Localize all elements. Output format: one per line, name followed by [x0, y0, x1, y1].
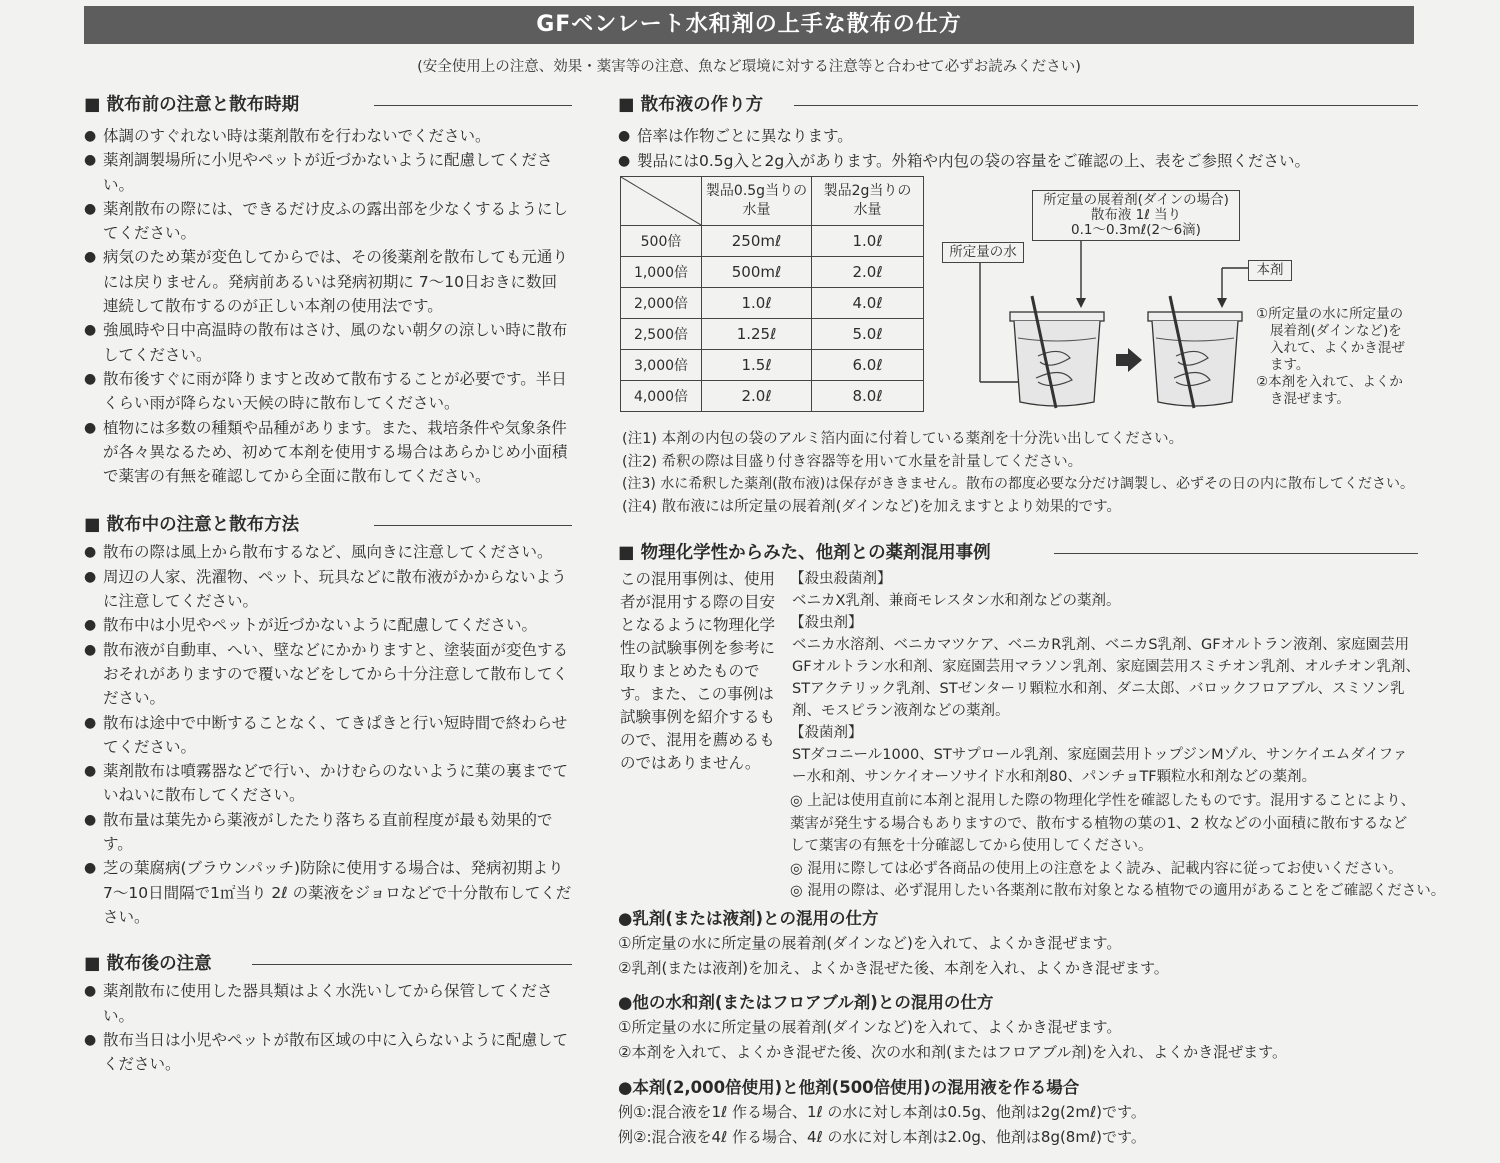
- category-body: ベニカ水溶剤、ベニカマツケア、ベニカR乳剤、ベニカS乳剤、GFオルトラン液剤、家庭園芸用GFオルトラン水和剤、家庭園芸用マラソン乳剤、家庭園芸用スミチオン乳剤、オルチオン乳剤、STアクテリック乳剤、STゼンターリ顆粒水和剤、ダニ太郎、バロックフロアブル、スミソン乳剤、モスピラン液剤などの薬剤。: [792, 637, 1420, 719]
- list-item: ● 散布の際は風上から散布するなど、風向きに注意してください。: [84, 540, 572, 564]
- wettable-powder-step-2: ②本剤を入れて、よくかき混ぜた後、次の水和剤(またはフロアブル剤)を入れ、よくかき混ぜます。: [618, 1042, 1287, 1061]
- note-1: (注1) 本剤の内包の袋のアルミ箔内面に付着している薬剤を十分洗い出してください。: [622, 431, 1184, 447]
- list-item: ● 薬剤散布は噴霧器などで行い、かけむらのないように葉の裏までていねいに散布してください。: [84, 759, 572, 808]
- list-item: ● 散布液が自動車、へい、壁などにかかりますと、塗装面が変色するおそれがありますので覆いなどをしてから十分注意して散布してください。: [84, 638, 572, 711]
- list-item: ● 植物には多数の種類や品種があります。また、栽培条件や気象条件が各々異なるため、初めて本剤を使用する場合はあらかじめ小面積で薬害の有無を確認してから全面に散布してください。: [84, 416, 572, 489]
- section-preparation-heading: ■ 散布液の作り方: [618, 92, 1418, 118]
- spreader-label: 所定量の展着剤(ダインの場合) 散布液 1ℓ 当り 0.1〜0.3mℓ(2〜6滴): [1032, 190, 1240, 241]
- after-spraying-list: [84, 979, 572, 1076]
- list-item: ● 薬剤調製場所に小児やペットが近づかないように配慮してください。: [84, 148, 572, 197]
- emulsion-step-1: ①所定量の水に所定量の展着剤(ダインなど)を入れて、よくかき混ぜます。: [618, 934, 1122, 952]
- note-4: (注4) 散布液には所定量の展着剤(ダインなど)を加えますとより効果的です。: [622, 498, 1122, 515]
- mixing-notes: [790, 790, 1446, 903]
- example-2: 例②:混合液を4ℓ 作る場合、4ℓ の水に対し本剤は2.0g、他剤は8g(8mℓ)です。: [618, 1127, 1146, 1146]
- mix-note: ◎ 混用に際しては必ず各商品の使用上の注意をよく読み、記載内容に従ってお使いください。: [790, 860, 1403, 877]
- table-row: 500倍 250mℓ 1.0ℓ: [621, 226, 924, 257]
- section-after-spraying-heading: ■ 散布後の注意: [84, 951, 572, 977]
- table-corner-cell: [621, 177, 702, 226]
- during-spraying-list: [84, 540, 572, 929]
- mix-note: ◎ 混用の際は、必ず混用したい各薬剤に散布対象となる植物での適用があることをご確認ください。: [790, 883, 1446, 899]
- wettable-powder-mixing-section: [618, 990, 1418, 1064]
- mixing-intro: この混用事例は、使用者が混用する際の目安となるように物理化学性の試験事例を参考に取りまとめたものです。また、この事例は試験事例を紹介するもので、混用を薦めるものではありません。: [620, 570, 776, 772]
- note-2: (注2) 希釈の際は目盛り付き容器等を用いて水量を計量してください。: [622, 453, 1083, 470]
- section-during-spraying-heading: ■ 散布中の注意と散布方法: [84, 512, 572, 538]
- list-item: ● 散布量は葉先から薬液がしたたり落ちる直前程度が最も効果的です。: [84, 808, 572, 857]
- list-item: ● 芝の葉腐病(ブラウンパッチ)防除に使用する場合は、発病初期より7〜10日間隔で1㎡当り 2ℓ の薬液をジョロなどで十分散布してください。: [84, 856, 572, 929]
- mix-note: ◎ 上記は使用直前に本剤と混用した際の物理化学性を確認したものです。混用することにより、薬害が発生する場合もありますので、散布する植物の葉の1、2 枚などの小面積に散布するなどして薬害の有無を十分確認してから使用してください。: [790, 793, 1416, 854]
- list-item: ● 散布中は小児やペットが近づかないように配慮してください。: [84, 613, 572, 637]
- list-item: ● 強風時や日中高温時の散布はさけ、風のない朝夕の涼しい時に散布してください。: [84, 318, 572, 367]
- list-item: ● 薬剤散布に使用した器具類はよく水洗いしてから保管してください。: [84, 979, 572, 1028]
- emulsion-heading: ●乳剤(または液剤)との混用の仕方: [618, 909, 879, 928]
- col-header-2g: 製品2g当りの 水量: [812, 177, 924, 226]
- wettable-powder-step-1: ①所定量の水に所定量の展着剤(ダインなど)を入れて、よくかき混ぜます。: [618, 1018, 1122, 1036]
- category-insecticide-fungicide: 【殺虫殺菌剤】: [790, 571, 892, 587]
- category-body: ベニカX乳剤、兼商モレスタン水和剤などの薬剤。: [792, 593, 1121, 609]
- dilution-table: [620, 176, 924, 412]
- page-subtitle: (安全使用上の注意、効果・薬害等の注意、魚など環境に対する注意等と合わせて必ずお読みください): [417, 59, 1081, 75]
- preparation-notes: [622, 428, 1422, 518]
- list-item: ● 病気のため葉が変色してからでは、その後薬剤を散布しても元通りには戻りません。発病前あるいは発病初期に 7〜10日おきに数回連続して散布するのが正しい本剤の使用法です。: [84, 245, 572, 318]
- category-insecticide: 【殺虫剤】: [790, 615, 863, 631]
- list-item: ● 散布当日は小児やペットが散布区域の中に入らないように配慮してください。: [84, 1028, 572, 1077]
- before-spraying-list: [84, 124, 572, 488]
- emulsion-mixing-section: [618, 906, 1418, 980]
- table-header-row: [621, 177, 924, 226]
- section-mixing-heading: ■ 物理化学性からみた、他剤との薬剤混用事例: [618, 540, 1418, 566]
- table-row: 2,000倍 1.0ℓ 4.0ℓ: [621, 288, 924, 319]
- list-item: ● 散布は途中で中断することなく、てきぱきと行い短時間で終わらせてください。: [84, 711, 572, 760]
- table-row: 3,000倍 1.5ℓ 6.0ℓ: [621, 350, 924, 381]
- page-title: GFベンレート水和剤の上手な散布の仕方: [84, 6, 1414, 44]
- note-3: (注3) 水に希釈した薬剤(散布液)は保存がききません。散布の都度必要な分だけ調製し、必ずその日の内に散布してください。: [622, 476, 1415, 492]
- example-mixing-section: [618, 1075, 1418, 1149]
- example-1: 例①:混合液を1ℓ 作る場合、1ℓ の水に対し本剤は0.5g、他剤は2g(2mℓ)です。: [618, 1103, 1146, 1121]
- wettable-powder-heading: ●他の水和剤(またはフロアブル剤)との混用の仕方: [618, 993, 994, 1012]
- section-before-spraying-heading: ■ 散布前の注意と散布時期: [84, 92, 572, 118]
- list-item: ● 薬剤散布の際には、できるだけ皮ふの露出部を少なくするようにしてください。: [84, 197, 572, 246]
- list-item: ● 周辺の人家、洗濯物、ペット、玩具などに散布液がかからないように注意してください。: [84, 565, 572, 614]
- list-item: ● 散布後すぐに雨が降りますと改めて散布することが必要です。半日くらい雨が降らない天候の時に散布してください。: [84, 367, 572, 416]
- category-fungicide: 【殺菌剤】: [790, 725, 863, 741]
- table-row: 1,000倍 500mℓ 2.0ℓ: [621, 257, 924, 288]
- left-column: [84, 92, 572, 1076]
- emulsion-step-2: ②乳剤(または液剤)を加え、よくかき混ぜた後、本剤を入れ、よくかき混ぜます。: [618, 958, 1169, 977]
- table-row: 4,000倍 2.0ℓ 8.0ℓ: [621, 381, 924, 412]
- category-body: STダコニール1000、STサプロール乳剤、家庭園芸用トップジンMゾル、サンケイエムダイファー水和剤、サンケイオーソサイド水和剤80、パンチョTF顆粒水和剤などの薬剤。: [792, 747, 1408, 785]
- list-item: ● 体調のすぐれない時は薬剤散布を行わないでください。: [84, 124, 572, 148]
- right-column: [618, 92, 1418, 174]
- mixing-categories: [790, 568, 1420, 788]
- product-label: 本剤: [1248, 260, 1292, 281]
- mixing-steps: ①所定量の水に所定量の 展着剤(ダインなど)を 入れて、よくかき混ぜ ます。 ②本剤を入れて、よくか き混ぜます。: [1256, 306, 1405, 407]
- example-heading: ●本剤(2,000倍使用)と他剤(500倍使用)の混用液を作る場合: [618, 1078, 1080, 1097]
- col-header-0-5g: 製品0.5g当りの 水量: [702, 177, 812, 226]
- list-item: ● 製品には0.5g入と2g入があります。外箱や内包の袋の容量をご確認の上、表をご参照ください。: [618, 149, 1418, 174]
- water-label: 所定量の水: [942, 242, 1024, 263]
- table-row: 2,500倍 1.25ℓ 5.0ℓ: [621, 319, 924, 350]
- preparation-list: [618, 124, 1418, 174]
- list-item: ● 倍率は作物ごとに異なります。: [618, 124, 1418, 149]
